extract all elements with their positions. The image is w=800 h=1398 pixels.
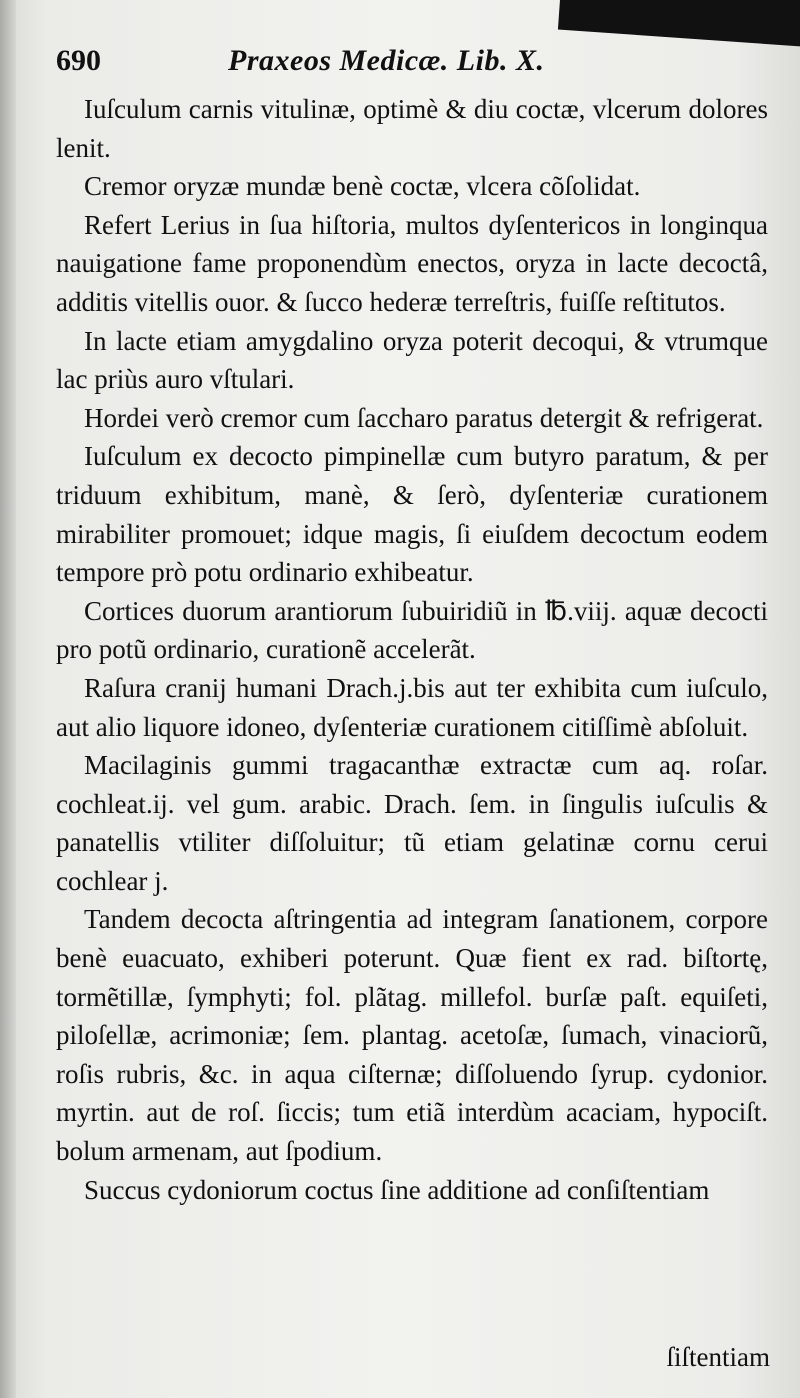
page-header [56,44,768,90]
body-text [56,90,768,1209]
paragraph: Macilaginis gummi tragacanthæ extractæ cum aq. roſar. cochleat.ij. vel gum. arabic. Drach. ſem. in ſingulis iuſculis & panatellis vtiliter diſſoluitur; tũ etiam gelatinæ cornu cerui cochlear j. [56,750,768,896]
paragraph: Cremor oryzæ mundæ benè coctæ, vlcera cõſolidat. [84,171,641,202]
paragraph: Tandem decocta aſtringentia ad integram ſanationem, corpore benè euacuato, exhiberi poterunt. Quæ fient ex rad. biſtortę, tormẽtillæ, ſymphyti; fol. plãtag. millefol. burſæ paſt. equiſeti, piloſellæ, acrimoniæ; ſem. plantag. acetoſæ, ſumach, vinaciorũ, roſis rubris, &c. in aqua ciſternæ; diſſoluendo ſyrup. cydonior. myrtin. aut de roſ. ſiccis; tum etiã interdùm acaciam, hypociſt. bolum armenam, aut ſpodium. [56,904,768,1167]
paragraph: Refert Lerius in ſua hiſtoria, multos dyſentericos in longinqua nauigatione fame proponendùm enectos, oryza in lacte decoctâ, additis vitellis ouor. & ſucco hederæ terreſtris, fuiſſe reſtitutos. [56,209,768,317]
page-content [56,44,768,1209]
paragraph: Iuſculum carnis vitulinæ, optimè & diu coctæ, vlcerum dolores lenit. [56,94,768,163]
catchword: ſiſtentiam [666,1342,770,1372]
paragraph: Cortices duorum arantiorum ſubuiridiũ in ℔.viij. aquæ decocti pro potũ ordinario, curationẽ accelerãt. [56,595,768,665]
running-title: Praxeos Medicæ. Lib. X. [228,44,545,77]
page-corner-shadow [558,0,800,50]
page-number: 690 [56,44,101,77]
paragraph: Hordei verò cremor cum ſaccharo paratus detergit & refrigerat. [84,402,764,433]
paragraph: Raſura cranij humani Drach.j.bis aut ter exhibita cum iuſculo, aut alio liquore idoneo, dyſenteriæ curationem citiſſimè abſoluit. [56,672,768,742]
paragraph: In lacte etiam amygdalino oryza poterit decoqui, & vtrumque lac priùs auro vſtulari. [56,325,768,395]
paragraph: Iuſculum ex decocto pimpinellæ cum butyro paratum, & per triduum exhibitum, manè, & ſerò, dyſenteriæ curationem mirabiliter promouet; idque magis, ſi eiuſdem decoctum eodem tempore prò potu ordinario exhibeatur. [56,441,768,588]
paragraph: Succus cydoniorum coctus ſine additione ad conſiſtentiam [84,1174,710,1205]
page-edge-shadow [0,0,16,1398]
